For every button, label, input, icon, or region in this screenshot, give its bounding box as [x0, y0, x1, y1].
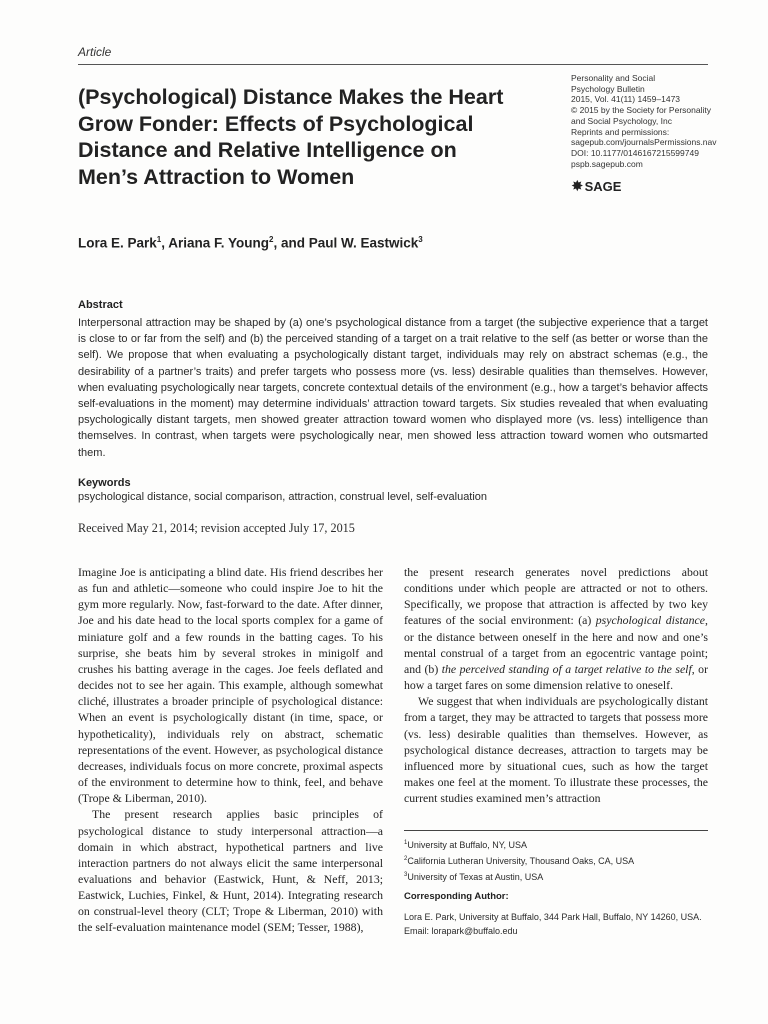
body-text-run: the present research generates novel predictions about conditions under which people are attracted or not to others. Specifically, we propose that attraction is affected by two key features of the social environment: (a) [404, 565, 708, 628]
affiliation-text: University of Texas at Austin, USA [407, 872, 544, 882]
journal-name-line-1: Personality and Social [571, 73, 656, 83]
body-paragraph: Imagine Joe is anticipating a blind date. His friend describes her as fun and athletic—someone who could inspire Joe to hit the gym more regularly. Now, fast-forward to the date. After dinner, Joe and his date head to the local sports complex for a game of miniature golf and a few rounds in the batting cages. To his surprise, she beats him by several strokes in minigolf and crushes his batting average in the cages. Joe feels deflated and decides not to see her again. This example, although somewhat cliché, illustrates a broader principle of psychological distance: When an event is psychologically distant (in time, space, or hypotheticality), individuals rely on abstract, schematic representations of the event. However, as psychological distance decreases, individuals focus on more concrete, proximal aspects of the environment to determine how to think, feel, and behave (Trope & Liberman, 2010). [78, 565, 383, 806]
author-separator: , and [273, 235, 309, 251]
body-column-right [404, 564, 708, 806]
abstract-heading: Abstract [78, 299, 123, 311]
copyright-line-1: © 2015 by the Society for Personality [571, 105, 711, 116]
journal-volume: 2015, Vol. 41(11) 1459–1473 [571, 94, 681, 105]
affiliations [404, 836, 708, 884]
body-text-run: , or the distance between oneself in the here and now and one’s mental construal of a target from an egocentric vantage point; and (b) [404, 613, 708, 676]
affiliation-mark: 3 [404, 872, 408, 878]
author-affiliation-mark: 1 [156, 235, 162, 244]
keywords-heading: Keywords [78, 477, 131, 489]
affiliation-mark: 1 [404, 840, 408, 846]
affiliation-item [404, 868, 708, 884]
reprints-label: Reprints and permissions: [571, 126, 670, 137]
journal-info [571, 73, 721, 169]
affiliation-item [404, 836, 708, 852]
author-affiliation-mark: 3 [418, 235, 423, 244]
affiliation-mark: 2 [404, 856, 408, 862]
body-paragraph: We suggest that when individuals are psychologically distant from a target, they may be attracted to targets that possess more (vs. less) desirable qualities than themselves. However, as psychological distance decreases, attraction to targets may be influenced more by situational cues, such as how the target makes one feel at the moment. To illustrate these processes, the current studies examined men’s attraction [404, 694, 708, 806]
title-line-4: Men’s Attraction to Women [78, 164, 355, 189]
article-type-label: Article [78, 45, 112, 59]
title-line-3: Distance and Relative Intelligence on [78, 138, 457, 162]
abstract-text: Interpersonal attraction may be shaped by (a) one’s psychological distance from a target (the subjective experience that a target is close to or far from the self) and (b) the perceived standing of a target on a trait relative to the self (as better or worse than the self). We propose that when evaluating a psychologically distant target, individuals may rely on abstract schemas (e.g., the desirability of a partner’s traits) and prefer targets who possess more (vs. less) desirable qualities than themselves. However, when evaluating psychologically near targets, concrete contextual details of the environment (e.g., how a target’s behavior affects self-evaluations in the moment) may determine individuals’ attraction toward targets. Six studies revealed that when evaluating psychologically distant targets, men showed greater attraction toward women who displayed more (vs. less) intelligence than themselves. In contrast, when targets were psychologically near, men showed less attraction toward women who outsmarted them. [78, 317, 708, 459]
corresponding-author-info [404, 910, 724, 938]
author-separator: , [161, 235, 169, 251]
author-name: Ariana F. Young [168, 235, 270, 251]
journal-name-line-2: Psychology Bulletin [571, 83, 645, 94]
sage-logo [571, 178, 621, 194]
body-paragraph: The present research applies basic principles of psychological distance to study interpersonal attraction—a domain in which abstract, hypothetical partners and live interaction partners do not always elicit the same interpersonal evaluations and behavior (Eastwick, Hunt, & Neff, 2013; Eastwick, Luchies, Finkel, & Hunt, 2014). Integrating research on construal-level theory (CLT; Trope & Liberman, 2010) with the self-evaluation maintenance model (SEM; Tesser, 1988), [78, 807, 383, 935]
body-paragraph [404, 564, 708, 693]
doi[interactable]: DOI: 10.1177/0146167215599749 [571, 147, 699, 158]
header-rule [78, 64, 708, 65]
author-affiliation-mark: 2 [269, 235, 274, 244]
affiliation-text: University at Buffalo, NY, USA [407, 840, 528, 850]
sage-logo-text: SAGE [584, 178, 622, 194]
affiliation-item [404, 852, 708, 868]
author-name: Lora E. Park [78, 235, 157, 251]
received-date: Received May 21, 2014; revision accepted July 17, 2015 [78, 521, 355, 535]
body-emphasis: psychological distance [595, 613, 706, 628]
keywords-text: psychological distance, social comparison, attraction, construal level, self-evaluation [78, 491, 488, 503]
paper-title [78, 84, 548, 190]
permissions-link[interactable]: sagepub.com/journalsPermissions.nav [571, 137, 717, 148]
body-column-left [78, 564, 383, 936]
corresponding-email[interactable]: Email: lorapark@buffalo.edu [404, 926, 518, 936]
journal-website-link[interactable]: pspb.sagepub.com [571, 158, 643, 169]
title-line-1: (Psychological) Distance Makes the Heart [78, 85, 504, 109]
corresponding-author-heading: Corresponding Author: [404, 891, 509, 902]
corresponding-address: Lora E. Park, University at Buffalo, 344 Park Hall, Buffalo, NY 14260, USA. [404, 912, 702, 922]
author-name: Paul W. Eastwick [308, 235, 419, 251]
title-line-2: Grow Fonder: Effects of Psychological [78, 111, 474, 136]
sage-logo-icon: ✸ [571, 178, 584, 195]
body-emphasis: the perceived standing of a target relative to the self [441, 661, 692, 676]
copyright-line-2: and Social Psychology, Inc [571, 115, 672, 126]
author-list [78, 235, 423, 251]
footnote-rule [404, 830, 708, 831]
affiliation-text: California Lutheran University, Thousand Oaks, CA, USA [407, 856, 635, 866]
body-text-run: , or how a target fares on some dimension relative to oneself. [404, 661, 708, 693]
